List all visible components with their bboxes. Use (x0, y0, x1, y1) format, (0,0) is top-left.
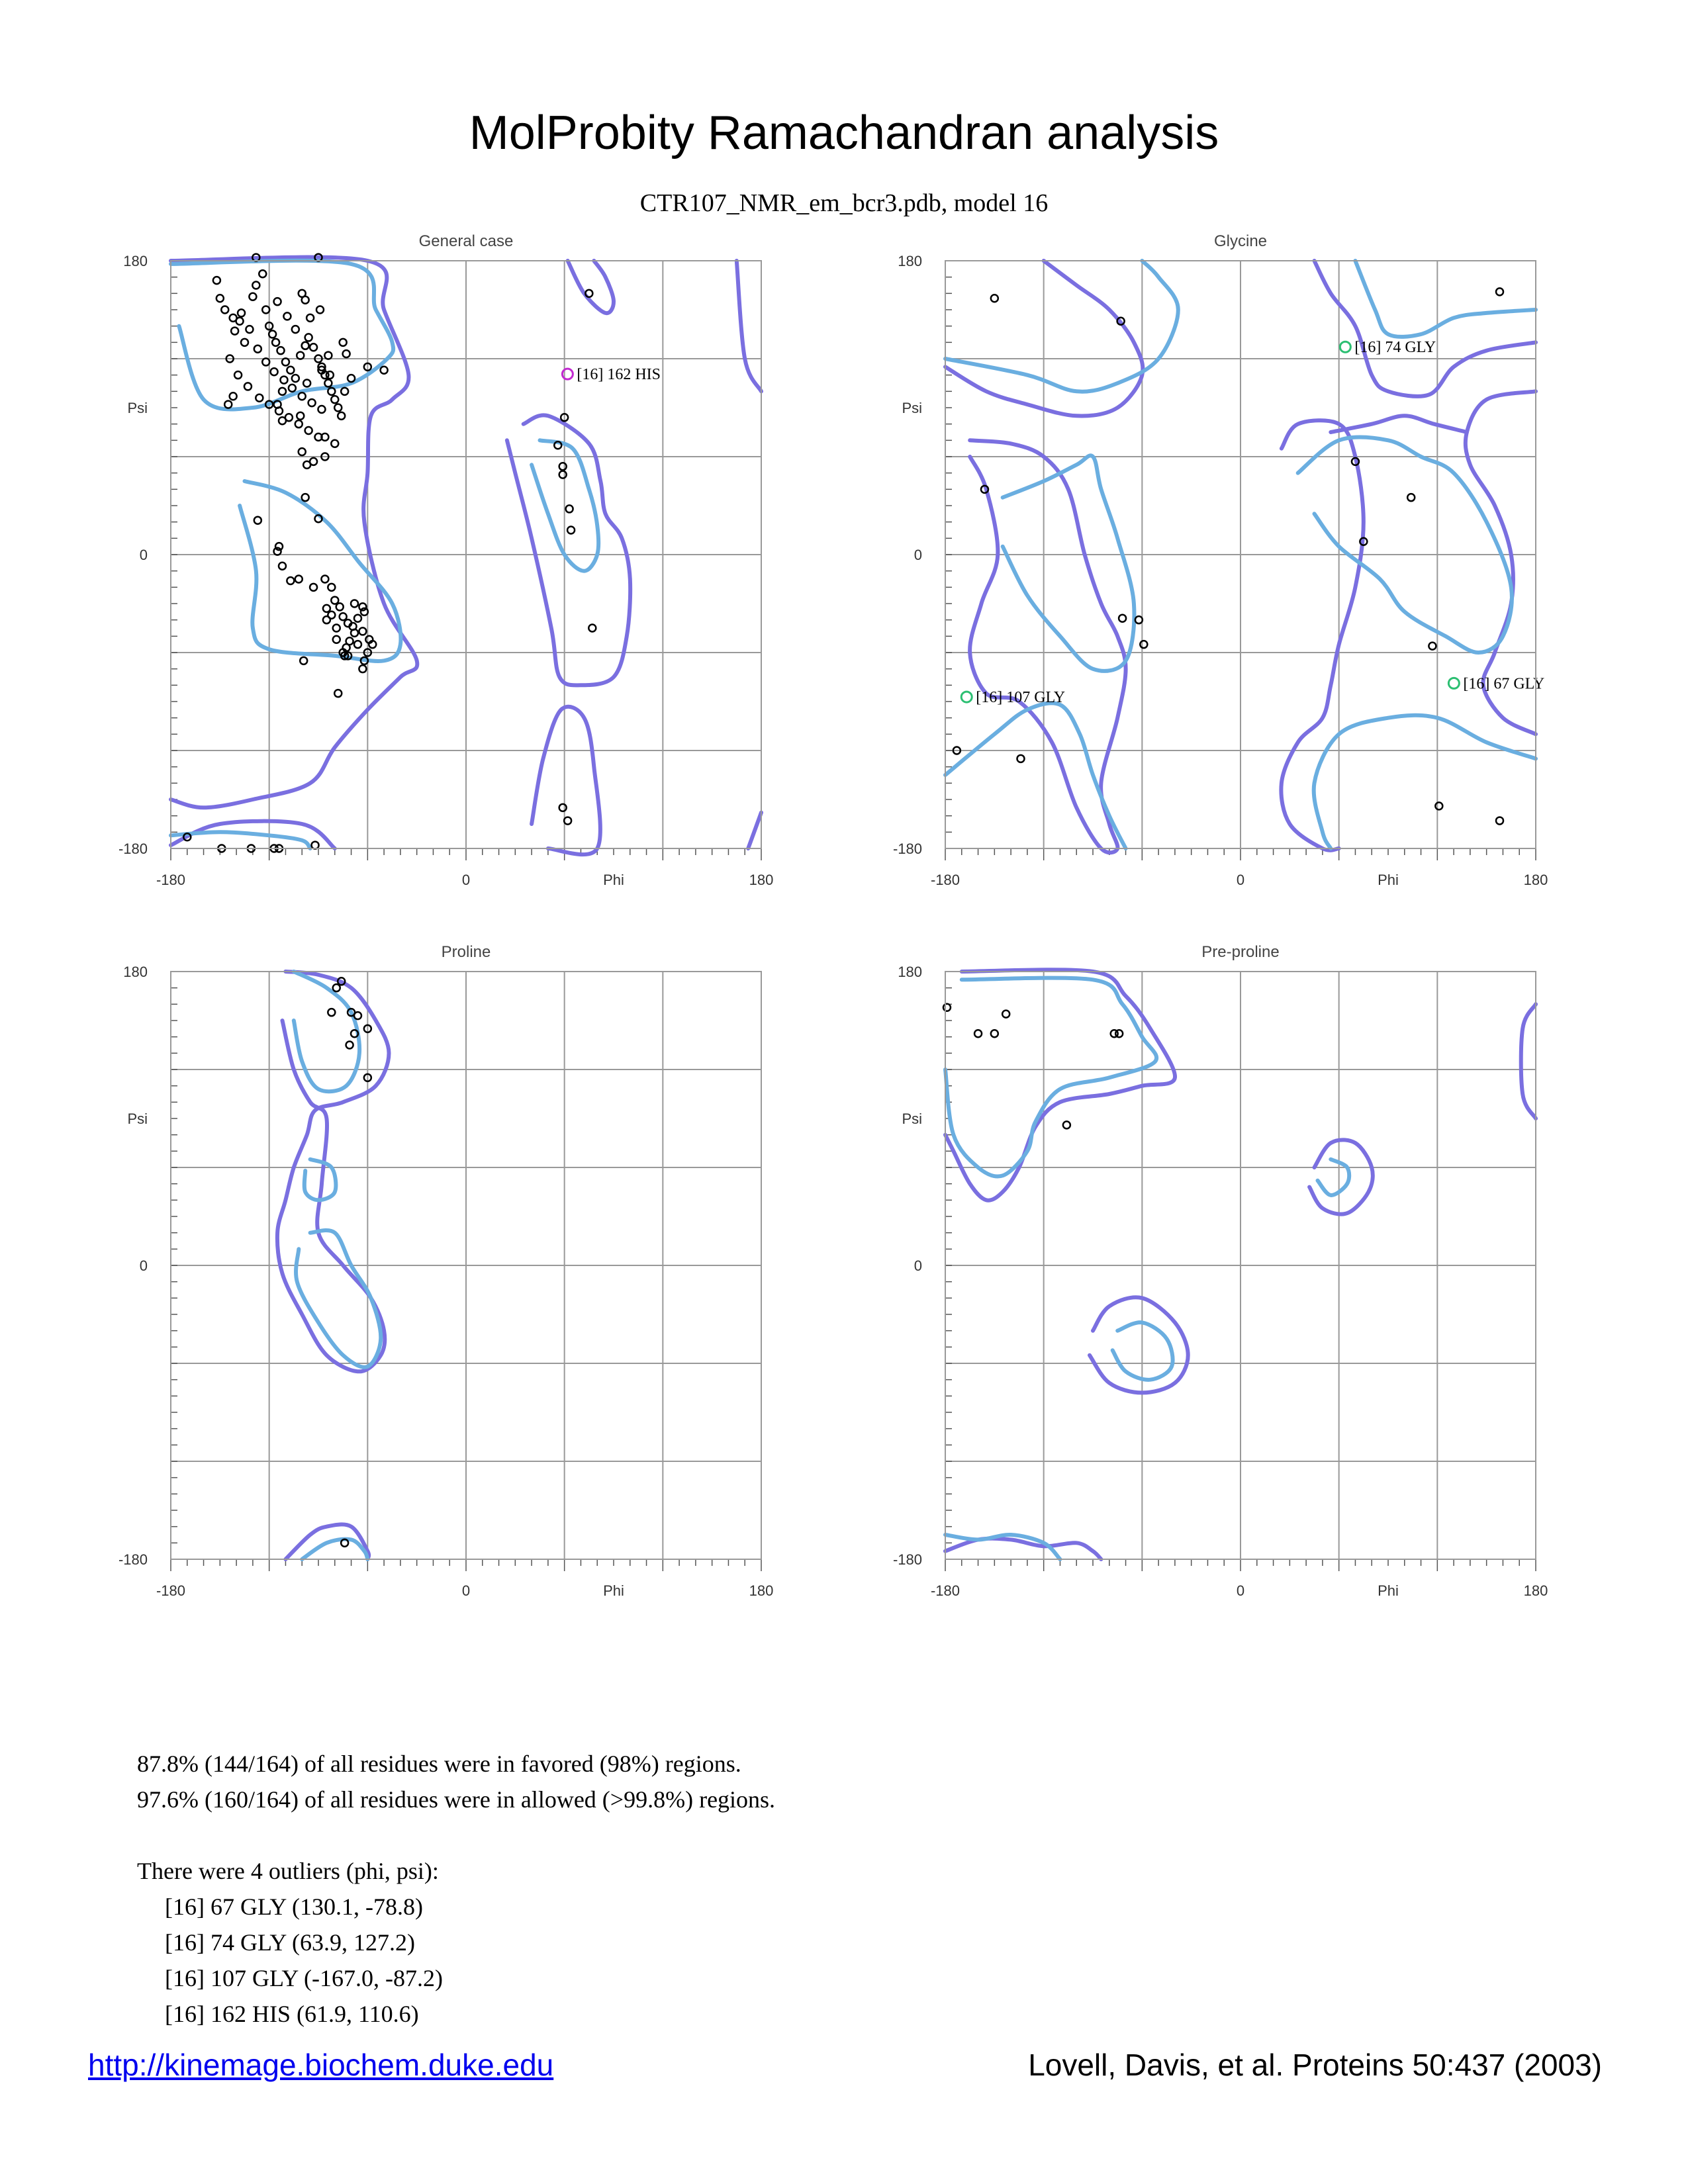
residue-point (289, 385, 296, 392)
residue-point (277, 347, 285, 354)
residue-point (1407, 494, 1415, 501)
x-tick-label: -180 (930, 1582, 961, 1599)
residue-point (310, 343, 317, 351)
residue-point (1115, 1030, 1123, 1037)
grid (171, 972, 761, 1571)
residue-point (323, 605, 330, 612)
residue-point (305, 427, 312, 434)
x-axis-label: Phi (603, 872, 624, 888)
residue-point (244, 383, 252, 390)
residue-point (287, 577, 294, 584)
y-tick-label: 180 (898, 253, 922, 269)
outlier-label: [16] 67 GLY (1463, 675, 1545, 693)
allowed-contour (945, 1539, 1101, 1559)
residue-point (333, 636, 340, 643)
residue-point (343, 350, 350, 357)
residue-point (216, 295, 224, 302)
page-subtitle: CTR107_NMR_em_bcr3.pdb, model 16 (639, 189, 1049, 217)
y-tick-label: 180 (898, 964, 922, 980)
residue-point (1429, 643, 1436, 650)
residue-point (328, 1009, 335, 1016)
outlier-label: [16] 162 HIS (577, 366, 661, 384)
residue-point (359, 665, 366, 672)
outlier-point (1340, 341, 1350, 352)
residue-point (351, 600, 358, 608)
x-tick-label: -180 (156, 1582, 186, 1599)
residue-point (567, 527, 575, 534)
allowed-contour (748, 813, 761, 848)
residue-point (303, 380, 310, 387)
residue-point (316, 306, 324, 314)
residue-point (1496, 817, 1503, 825)
outlier-item: [16] 74 GLY (63.9, 127.2) (165, 1929, 415, 1956)
favored-contour (1298, 437, 1512, 653)
residue-point (306, 314, 314, 322)
residue-points (943, 1004, 1123, 1129)
residue-point (271, 368, 278, 375)
residue-point (279, 563, 286, 570)
residue-point (338, 412, 345, 420)
residue-point (310, 458, 317, 465)
outlier-item: [16] 67 GLY (130.1, -78.8) (165, 1893, 423, 1920)
residue-point (340, 339, 347, 346)
residue-point (224, 401, 232, 408)
residue-point (333, 984, 340, 991)
y-tick-label: 180 (123, 964, 148, 980)
x-tick-label: 0 (1236, 1582, 1245, 1599)
residue-point (331, 597, 338, 604)
plot-title: General case (418, 232, 514, 250)
residue-point (231, 328, 238, 335)
favored-contour (171, 832, 310, 848)
residue-point (1119, 615, 1126, 622)
residue-point (308, 399, 316, 406)
residue-point (566, 505, 573, 512)
favored-contour (945, 978, 1156, 1177)
residue-point (354, 1012, 361, 1019)
residue-point (302, 342, 309, 349)
x-tick-label: 180 (1523, 1582, 1548, 1599)
residue-point (336, 603, 344, 610)
residue-point (292, 375, 299, 382)
residue-point (331, 440, 338, 447)
residue-point (280, 377, 287, 384)
outliers-header: There were 4 outliers (phi, psi): (137, 1858, 439, 1884)
residue-point (331, 396, 338, 403)
allowed-contour (171, 257, 417, 808)
allowed-contour (737, 261, 761, 391)
residue-point (559, 471, 567, 478)
residue-point (262, 306, 269, 314)
residue-point (326, 371, 334, 379)
residue-point (299, 392, 306, 400)
residue-point (282, 358, 289, 365)
favored-contour (240, 481, 400, 661)
kinemage-link[interactable]: http://kinemage.biochem.duke.edu (88, 2048, 554, 2082)
residue-point (333, 625, 340, 632)
x-axis-label: Phi (603, 1582, 624, 1599)
outlier-label: [16] 74 GLY (1354, 339, 1436, 357)
residue-point (254, 345, 261, 353)
residue-point (346, 1042, 353, 1049)
residue-point (234, 371, 242, 379)
y-axis-label: Psi (902, 400, 922, 416)
residue-point (254, 517, 261, 524)
residue-point (1496, 288, 1503, 295)
x-tick-label: 0 (1236, 872, 1245, 888)
y-tick-label: -180 (892, 1551, 922, 1568)
residue-point (283, 312, 291, 320)
residue-point (305, 334, 312, 341)
residue-point (1140, 641, 1147, 648)
residue-point (310, 584, 317, 591)
residue-point (292, 326, 299, 333)
residue-point (238, 309, 245, 316)
residue-points (953, 288, 1503, 824)
allowed-summary: 97.6% (160/164) of all residues were in allowed (>99.8%) regions. (137, 1786, 776, 1813)
y-axis-label: Psi (127, 400, 148, 416)
residue-point (274, 298, 281, 305)
residue-point (279, 388, 286, 395)
favored-contour (1314, 715, 1536, 848)
page-title: MolProbity Ramachandran analysis (469, 107, 1219, 159)
residue-point (279, 417, 286, 424)
favored-contour (302, 1539, 367, 1559)
x-tick-label: 0 (461, 1582, 471, 1599)
residue-point (230, 392, 237, 400)
grid (945, 972, 1536, 1571)
residue-point (340, 613, 347, 620)
residue-point (341, 388, 348, 395)
residue-point (991, 295, 998, 302)
allowed-contour (945, 970, 1175, 1200)
grid (171, 261, 761, 860)
residue-point (300, 657, 307, 664)
residue-point (259, 270, 266, 277)
allowed-contour (1315, 261, 1536, 396)
allowed-contour (532, 707, 600, 854)
residue-point (256, 394, 263, 402)
x-tick-label: 180 (749, 872, 774, 888)
residue-point (564, 817, 571, 825)
x-tick-label: 0 (461, 872, 471, 888)
residue-point (1017, 755, 1024, 762)
residue-point (287, 367, 294, 374)
plot-title: Proline (441, 943, 491, 961)
residue-point (359, 627, 366, 635)
residue-point (1135, 616, 1143, 623)
plot-proline (113, 936, 808, 1638)
residue-point (334, 690, 342, 697)
outlier-item: [16] 107 GLY (-167.0, -87.2) (165, 1965, 443, 1991)
residue-point (348, 375, 355, 382)
residue-point (323, 616, 330, 623)
residue-point (321, 576, 328, 583)
outlier-label: [16] 107 GLY (976, 689, 1066, 707)
residue-point (302, 296, 309, 304)
allowed-contour (1521, 1004, 1536, 1118)
y-tick-label: 0 (139, 547, 148, 563)
favored-contour (945, 261, 1178, 392)
favored-contour (945, 703, 1126, 848)
residue-point (559, 804, 567, 811)
residue-point (295, 576, 303, 583)
residue-point (213, 277, 220, 284)
allowed-contour (970, 440, 1126, 852)
residue-point (297, 412, 304, 420)
x-axis-label: Phi (1378, 872, 1399, 888)
residue-point (1002, 1011, 1009, 1018)
residue-point (269, 331, 276, 338)
residue-point (328, 584, 335, 591)
outlier-point (961, 692, 972, 702)
residue-point (1435, 802, 1442, 809)
residue-point (297, 352, 304, 359)
residue-point (299, 448, 306, 455)
residue-point (588, 625, 596, 632)
residue-point (241, 339, 248, 346)
residue-point (221, 306, 228, 314)
favored-contour (532, 440, 598, 570)
x-tick-label: -180 (156, 872, 186, 888)
residue-point (943, 1004, 951, 1011)
residue-point (324, 352, 332, 359)
plot-pre-proline (887, 936, 1582, 1638)
x-axis-label: Phi (1378, 1582, 1399, 1599)
plot-title: Glycine (1213, 232, 1268, 250)
residue-point (302, 494, 309, 501)
allowed-contour (507, 415, 630, 685)
residue-point (991, 1030, 998, 1037)
plot-general-case (113, 225, 808, 927)
residue-point (272, 339, 279, 346)
grid (945, 261, 1536, 860)
residue-point (295, 420, 303, 428)
y-tick-label: -180 (118, 841, 148, 857)
residue-point (354, 615, 361, 622)
outlier-item: [16] 162 HIS (61.9, 110.6) (165, 2001, 419, 2027)
residue-point (334, 404, 342, 412)
allowed-contour (1309, 1140, 1373, 1214)
residue-point (249, 293, 256, 300)
x-tick-label: -180 (930, 872, 961, 888)
y-tick-label: 0 (139, 1257, 148, 1274)
y-tick-label: -180 (892, 841, 922, 857)
residue-point (318, 406, 325, 413)
plot-glycine (887, 225, 1582, 927)
outlier-point (1448, 678, 1459, 688)
y-tick-label: 0 (914, 1257, 922, 1274)
residue-point (354, 641, 361, 648)
residue-point (381, 367, 388, 374)
x-tick-label: 180 (1523, 872, 1548, 888)
y-axis-label: Psi (127, 1111, 148, 1127)
favored-contour (1318, 1160, 1350, 1195)
y-tick-label: -180 (118, 1551, 148, 1568)
favored-contour (1355, 261, 1536, 337)
y-tick-label: 0 (914, 547, 922, 563)
plot-title: Pre-proline (1201, 943, 1280, 961)
residue-point (559, 463, 567, 470)
residue-point (252, 282, 259, 289)
residue-point (1063, 1121, 1070, 1128)
residue-point (236, 318, 244, 325)
summary-stats (137, 1746, 775, 2032)
favored-summary: 87.8% (144/164) of all residues were in favored (98%) regions. (137, 1751, 741, 1777)
residue-point (312, 842, 319, 849)
residue-point (246, 326, 253, 333)
citation: Lovell, Davis, et al. Proteins 50:437 (2003) (1028, 2048, 1602, 2082)
favored-contour (294, 972, 359, 1091)
allowed-contour (1331, 416, 1467, 432)
residue-point (262, 358, 269, 365)
y-axis-label: Psi (902, 1111, 922, 1127)
x-tick-label: 180 (749, 1582, 774, 1599)
allowed-contour (568, 261, 614, 313)
allowed-contour (1281, 420, 1363, 850)
residue-point (974, 1030, 982, 1037)
y-tick-label: 180 (123, 253, 148, 269)
